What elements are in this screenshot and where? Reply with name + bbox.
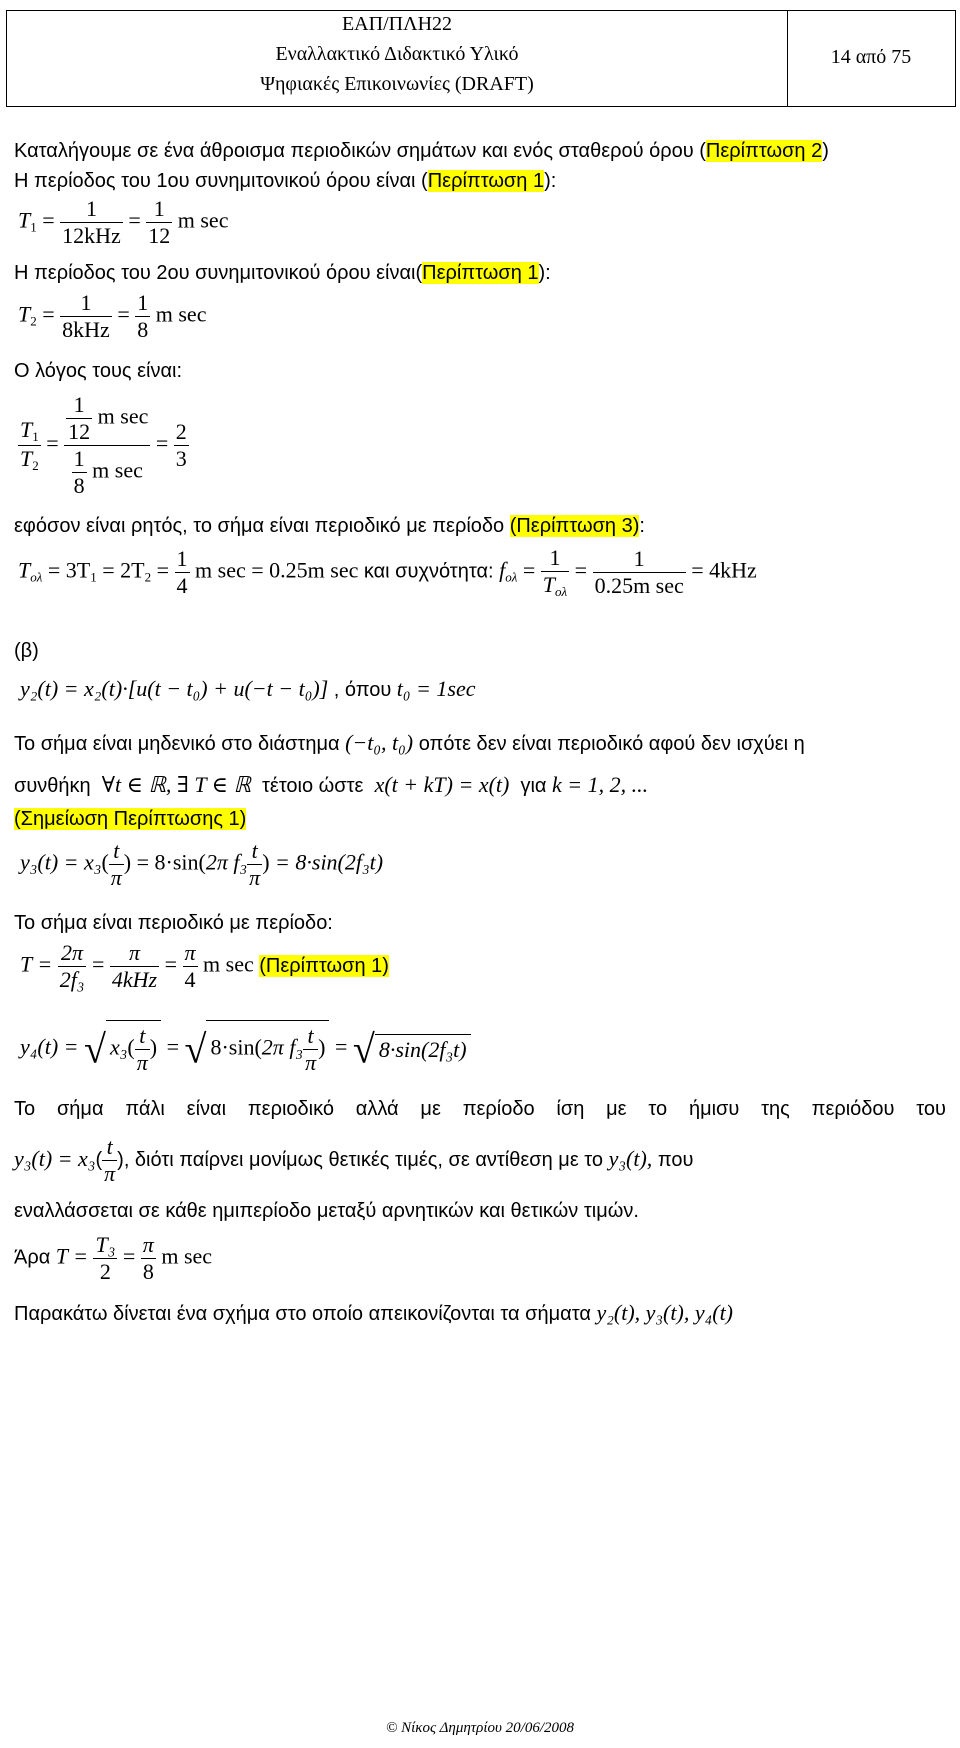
eq-subscript: 1 (32, 429, 39, 444)
eq-num: t (251, 838, 258, 863)
eq-num: 1 (549, 545, 561, 570)
equation-final-period (14, 1232, 212, 1285)
header-topic: Ψηφιακές Επικοινωνίες (DRAFT) (260, 73, 534, 95)
eq-den: 4 (176, 573, 188, 598)
page-footer: © Νίκος Δημητρίου 20/06/2008 (385, 1720, 574, 1736)
paragraph-end: : (639, 515, 645, 537)
eq-den: 8 (137, 317, 149, 342)
eq-num: T₃ (95, 1232, 116, 1257)
eq-num: 1 (176, 546, 188, 571)
eq-result: = 8·sin(2f₃t) (275, 849, 384, 875)
paragraph-sum (14, 140, 829, 163)
eq-den (18, 445, 41, 474)
eq-den: 2f₃ (59, 967, 85, 992)
paragraph-figure-intro (14, 1300, 733, 1326)
eq-den: 4 (183, 966, 198, 993)
eq-fraction (93, 1232, 117, 1285)
eq-num (64, 392, 150, 445)
eq-symbol: T (542, 572, 555, 597)
eq-num: 1 (153, 196, 165, 221)
paragraph-period-2 (14, 262, 551, 285)
eq-expression: y₃(t) = x₃ (14, 1145, 96, 1171)
paragraph-period-statement: Το σήμα είναι περιοδικό με περίοδο: (14, 912, 333, 934)
paragraph-half-period-line2: y₃(t) = x₃( $\frac{t}{\pi}$ ), διότι παίρνει μονίμως θετικές τιμές, σε αντίθεση με το y₃(t), που (14, 1134, 694, 1186)
eq-term: = 3T (47, 557, 91, 583)
paragraph-end: ) (822, 140, 829, 162)
eq-den: 0.25m sec (594, 573, 684, 598)
paragraph-text: Η περίοδος του 1ου συνημιτονικού όρου είναι ( (14, 170, 428, 192)
case-highlight: (Περίπτωση 1) (259, 954, 389, 977)
case-highlight: Περίπτωση 1 (427, 170, 545, 192)
sqrt-body: 8·sin(2f₃t) (375, 1034, 471, 1065)
eq-equals: = (122, 1243, 136, 1269)
eq-term: 2π f₃ (261, 1034, 304, 1060)
eq-num: 1 (137, 290, 149, 315)
eq-equals: = (156, 557, 170, 583)
eq-den: 12kHz (62, 223, 121, 248)
eq-den: 12 (148, 223, 171, 248)
eq-fraction (72, 446, 87, 499)
case-highlight: (Σημείωση Περίπτωσης 1) (14, 808, 247, 830)
eq-den (541, 571, 569, 600)
eq-unit: m sec (161, 1243, 213, 1269)
header-course: ΕΑΠ/ΠΛΗ22 (341, 13, 453, 35)
eq-symbol: T (20, 417, 33, 442)
eq-fraction (66, 392, 92, 445)
eq-symbol: f (499, 557, 506, 583)
header-subtitle: Εναλλακτικό Διδακτικό Υλικό (275, 43, 519, 65)
eq-condition: ∀t ∈ ℝ, ∃ T ∈ ℝ (101, 772, 251, 797)
paragraph-ratio: Ο λόγος τους είναι: (14, 360, 183, 382)
eq-expression: y₃(t) = x₃ (20, 849, 102, 875)
equation-t2 (18, 290, 206, 343)
eq-unit: m sec (155, 301, 207, 327)
sqrt-icon: √ (184, 1026, 207, 1072)
eq-symbol: T = (55, 1243, 88, 1269)
eq-equals: = (46, 430, 59, 456)
eq-equals: = (155, 430, 169, 456)
eq-equals: = (334, 1034, 348, 1060)
eq-fraction (174, 419, 189, 472)
eq-fraction (303, 1023, 318, 1076)
eq-equals: = (91, 951, 105, 977)
eq-subscript: 1 (30, 219, 37, 235)
eq-subscript: 2 (30, 313, 37, 329)
eq-den: 2 (93, 1258, 117, 1285)
sqrt-body: x₃( $\frac{t}{\pi}$ ) (106, 1020, 161, 1078)
eq-equals: = (128, 207, 141, 233)
eq-fraction (141, 1232, 156, 1285)
eq-equals: = (574, 557, 588, 583)
eq-fraction (183, 940, 198, 993)
eq-den: π (305, 1050, 317, 1075)
paragraph-text: που (657, 1148, 694, 1171)
eq-num: 1 (633, 546, 645, 571)
eq-expression: y₂(t) = x₂(t)·[u(t − t₀) + u(−t − t₀)] (20, 676, 329, 701)
eq-fraction (60, 196, 123, 249)
eq-symbol: T (20, 446, 33, 471)
eq-unit: m sec (97, 403, 149, 429)
eq-den: π (249, 865, 261, 890)
eq-subscript: ολ (505, 569, 518, 585)
paragraph-period-1 (14, 170, 556, 193)
eq-num (18, 417, 41, 445)
eq-den (64, 445, 150, 499)
eq-text: και συχνότητα: (363, 560, 494, 583)
sqrt-body: 8·sin(2π f₃ $\frac{t}{\pi}$ ) (206, 1020, 329, 1078)
eq-subscript: ολ (555, 584, 568, 599)
eq-num: 2π (61, 940, 84, 965)
eq-equals: = (166, 1034, 180, 1060)
eq-subscript: ολ (30, 569, 43, 585)
eq-text: Άρα (14, 1246, 51, 1269)
eq-fraction (18, 417, 41, 474)
equation-y3: y₃(t) = x₃( $\frac{t}{\pi}$ ) = 8·sin(2π f₃ $\frac{t}{\pi}$ ) = 8·sin(2f₃t) (20, 838, 384, 890)
paragraph-end: ): (544, 170, 557, 192)
eq-subscript: 2 (144, 569, 152, 585)
eq-num: t (106, 1134, 113, 1159)
eq-equals: = (117, 301, 130, 327)
eq-den: 4kHz (111, 967, 158, 992)
eq-term: 8·sin (210, 1034, 255, 1060)
eq-num: π (128, 940, 140, 965)
eq-fraction (135, 290, 150, 343)
equation-y2 (20, 676, 476, 702)
eq-den: π (110, 865, 122, 890)
paragraph-text: Παρακάτω δίνεται ένα σχήμα στο οποίο απεικονίζονται τα σήματα (14, 1303, 591, 1325)
paragraph-text: τέτοιο ώστε (262, 775, 364, 797)
eq-num: 1 (73, 392, 85, 417)
eq-symbol: y₄(t) = (20, 1034, 79, 1060)
eq-unit: m sec (177, 207, 229, 233)
equation-period-t (20, 940, 389, 993)
eq-symbol: T (18, 301, 31, 327)
paragraph-text: για (520, 775, 547, 797)
eq-unit: m sec = 0.25m sec (195, 557, 359, 583)
eq-fraction (109, 838, 124, 891)
paragraph-text: Το σήμα είναι μηδενικό στο διάστημα (14, 733, 340, 755)
eq-num: 1 (86, 196, 97, 221)
equation-y4 (20, 1020, 471, 1078)
eq-unit: m sec (203, 951, 254, 977)
paragraph-condition (14, 772, 648, 798)
header-page-number: 14 από 75 (830, 46, 912, 68)
sqrt-icon: √ (84, 1026, 106, 1072)
paragraph-text: Καταλήγουμε σε ένα άθροισμα περιοδικών σημάτων και ενός σταθερού όρου ( (14, 140, 706, 162)
eq-symbol: T = (20, 951, 53, 977)
paragraph-text: οπότε δεν είναι περιοδικό αφού δεν ισχύει η (418, 733, 805, 755)
eq-interval: (−t₀, t₀) (345, 730, 414, 755)
paragraph-periodic (14, 515, 645, 538)
eq-den: 8 (73, 473, 85, 498)
eq-den: π (104, 1161, 116, 1186)
eq-k-values: k = 1, 2, ... (552, 772, 649, 797)
equation-total-period (18, 545, 757, 600)
case-highlight: Περίπτωση 1 (422, 262, 539, 284)
eq-term: = 8·sin (136, 849, 199, 875)
eq-text: , όπου (333, 679, 392, 701)
eq-num: 1 (80, 290, 92, 315)
eq-term: = 2T (102, 557, 145, 583)
paragraph-half-period-line1: Το σήμα πάλι είναι περιοδικό αλλά με περίοδο ίση με το ήμισυ της περιόδου του (14, 1098, 946, 1120)
note-case-1 (14, 808, 246, 831)
eq-subscript: 1 (90, 569, 97, 585)
eq-fraction (247, 838, 262, 891)
eq-term: x₃ (109, 1034, 128, 1060)
eq-num: t (307, 1023, 314, 1048)
paragraph-half-period-line3: εναλλάσσεται σε κάθε ημιπερίοδο μεταξύ αρνητικών και θετικών τιμών. (14, 1200, 639, 1222)
eq-compound-fraction (64, 392, 150, 499)
eq-den: 8 (141, 1258, 156, 1285)
case-highlight: Περίπτωση 2 (705, 140, 823, 162)
eq-symbol: T (18, 557, 31, 583)
eq-num: t (113, 838, 120, 863)
paragraph-text: συνθήκη (14, 775, 91, 797)
eq-periodicity: x(t + kT) = x(t) (374, 772, 510, 797)
eq-fraction (58, 940, 87, 993)
eq-fraction (102, 1134, 117, 1187)
paragraph-text: Η περίοδος του 2ου συνημιτονικού όρου είναι( (14, 262, 423, 284)
eq-den: 3 (175, 446, 187, 471)
eq-den: 12 (68, 419, 91, 444)
eq-equals: = (522, 557, 536, 583)
eq-signals: y₂(t), y₃(t), y₄(t) (596, 1300, 734, 1325)
eq-num: π (142, 1232, 154, 1257)
eq-equals: = (164, 951, 178, 977)
sqrt-icon: √ (352, 1026, 375, 1072)
eq-num: 2 (175, 419, 187, 444)
equation-ratio (18, 392, 189, 499)
eq-equals: = (42, 207, 55, 233)
paragraph-text: , διότι παίρνει μονίμως θετικές τιμές, σε αντίθεση με το (123, 1148, 604, 1171)
eq-num: 1 (73, 446, 85, 471)
eq-subscript: 2 (32, 458, 39, 473)
eq-num: t (139, 1023, 146, 1048)
eq-fraction (135, 1023, 150, 1076)
eq-result: = 4kHz (691, 557, 757, 583)
eq-equals: = (42, 301, 55, 327)
eq-condition: t₀ = 1sec (396, 676, 476, 701)
eq-unit: m sec (92, 457, 143, 483)
eq-fraction (593, 546, 686, 599)
equation-t1 (18, 196, 228, 249)
eq-num: π (184, 940, 196, 965)
section-label-b: (β) (14, 640, 39, 662)
eq-fraction (60, 290, 112, 343)
header-box (6, 10, 956, 107)
paragraph-zero-interval (14, 730, 946, 756)
case-highlight: (Περίπτωση 3) (509, 515, 640, 537)
eq-reference: y₃(t), (608, 1145, 653, 1171)
paragraph-text: εφόσον είναι ρητός, το σήμα είναι περιοδικό με περίοδο (14, 515, 510, 537)
eq-den: π (136, 1050, 148, 1075)
eq-term: 2π f₃ (205, 849, 248, 875)
eq-symbol: T (18, 207, 31, 233)
eq-den: 8kHz (62, 317, 110, 342)
eq-fraction (175, 546, 190, 599)
eq-fraction (541, 545, 569, 600)
eq-fraction (110, 940, 159, 993)
paragraph-end: ): (538, 262, 551, 284)
page-header (0, 0, 960, 110)
eq-fraction (146, 196, 172, 249)
